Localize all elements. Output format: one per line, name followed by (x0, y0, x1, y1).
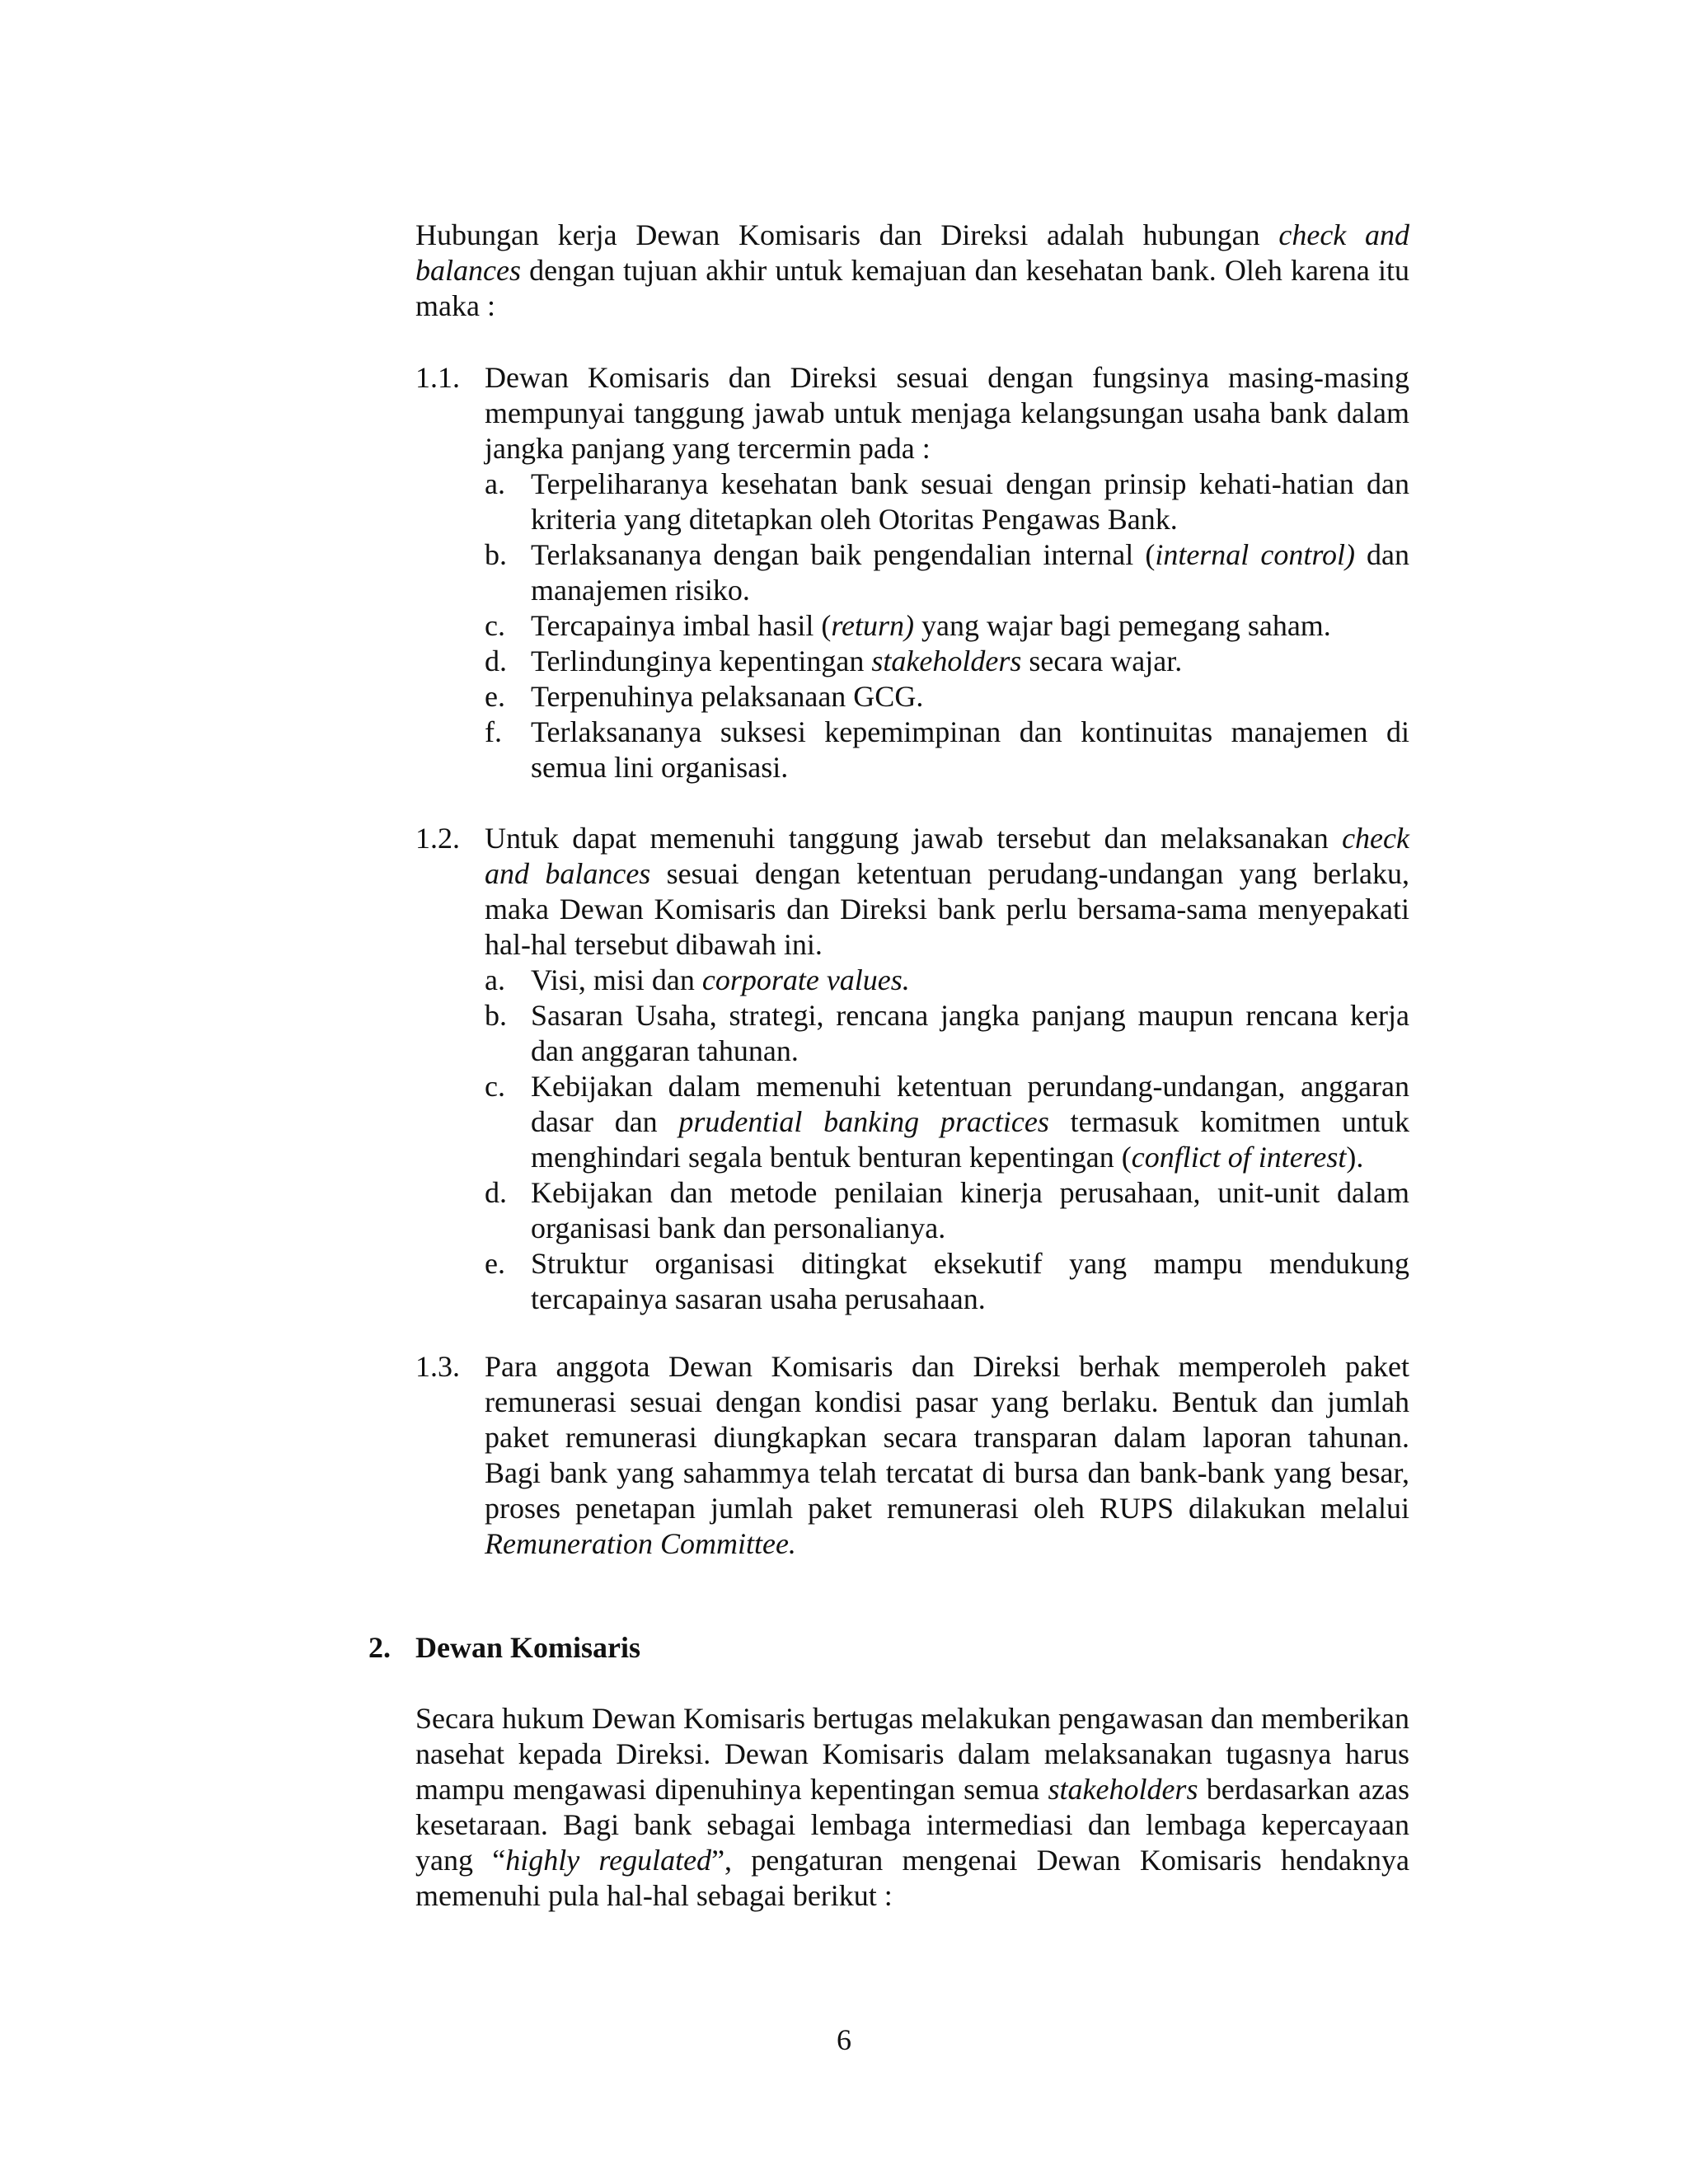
list-item: c. Kebijakan dalam memenuhi ketentuan perundang-undangan, anggaran dasar dan prudential banking practices termasuk komitmen untuk menghindari segala bentuk benturan kepentingan (conflict of interest). (485, 1070, 1410, 1174)
list-item: f. Terlaksananya suksesi kepemimpinan dan kontinuitas manajemen di semua lini organisasi. (485, 715, 1409, 784)
list-item: e. Struktur organisasi ditingkat eksekutif yang mampu mendukung tercapainya sasaran usaha perusahaan. (485, 1247, 1409, 1315)
intro-text-end: dengan tujuan akhir untuk kemajuan dan kesehatan bank. Oleh karena itu maka : (415, 254, 1409, 322)
section-number: 2. (368, 1631, 391, 1664)
section-1-2: 1.2. Untuk dapat memenuhi tanggung jawab tersebut dan melaksanakan check and balances sesuai dengan ketentuan perudang-undangan yang berlaku, maka Dewan Komisaris dan Direksi bank perlu bersama-sama menyepakati hal-hal tersebut dibawah ini. a. Visi, misi dan corporate values. b. Sasaran Usaha, strategi, rencana jangka panjang maupun rencana kerja dan anggaran tahunan. c. Kebijakan dalam memenuhi ketentuan perundang-undangan, anggaran dasar dan prudential banking practices termasuk komitmen untuk menghindari segala bentuk benturan kepentingan (conflict of interest). d. Kebijakan dan metode penilaian kinerja perusahaan, unit-unit dalam organisasi bank dan personalianya. e. Struktur organisasi ditingkat eksekutif yang mampu mendukung tercapainya sasaran usaha perusahaan. (415, 822, 1410, 1315)
page-number: 6 (837, 2023, 851, 2056)
list-item: b. Sasaran Usaha, strategi, rencana jangka panjang maupun rencana kerja dan anggaran tahunan. (485, 999, 1409, 1067)
section-title: Dewan Komisaris (415, 1631, 640, 1664)
intro-paragraph (415, 218, 1409, 324)
list-item: e. Terpenuhinya pelaksanaan GCG. (485, 680, 924, 713)
intro-text: Hubungan kerja Dewan Komisaris dan Direksi adalah hubungan (415, 218, 1279, 251)
section-number: 1.2. (415, 822, 460, 855)
list (485, 466, 1409, 785)
intro-italic: check and balances (415, 218, 1409, 287)
section-1-3: 1.3. Para anggota Dewan Komisaris dan Direksi berhak memperoleh paket remunerasi sesuai dengan kondisi pasar yang berlaku. Bentuk dan jumlah paket remunerasi diungkapkan secara transparan dalam laporan tahunan. Bagi bank yang sahammya telah tercatat di bursa dan bank-bank yang besar, proses penetapan jumlah paket remunerasi oleh RUPS dilakukan melalui Remuneration Committee. (415, 1350, 1409, 1560)
section-2-paragraph: Secara hukum Dewan Komisaris bertugas melakukan pengawasan dan memberikan nasehat kepada Direksi. Dewan Komisaris dalam melaksanakan tugasnya harus mampu mengawasi dipenuhinya kepentingan semua stakeholders berdasarkan azas kesetaraan. Bagi bank sebagai lembaga intermediasi dan lembaga kepercayaan yang “highly regulated”, pengaturan mengenai Dewan Komisaris hendaknya memenuhi pula hal-hal sebagai berikut : (415, 1702, 1409, 1912)
list (485, 963, 1409, 1317)
section-2-heading (368, 1630, 640, 1666)
list-item: a. Visi, misi dan corporate values. (485, 963, 910, 996)
list-item: d. Terlindunginya kepentingan stakeholders secara wajar. (485, 644, 1183, 677)
list-item: a. Terpeliharanya kesehatan bank sesuai dengan prinsip kehati-hatian dan kriteria yang ditetapkan oleh Otoritas Pengawas Bank. (485, 467, 1409, 536)
section-number: 1.1. (415, 361, 460, 394)
section-1-1 (415, 360, 1409, 785)
section-number: 1.3. (415, 1350, 460, 1383)
list-item: d. Kebijakan dan metode penilaian kinerja perusahaan, unit-unit dalam organisasi bank dan personalianya. (485, 1176, 1409, 1244)
section-text: Dewan Komisaris dan Direksi sesuai dengan fungsinya masing-masing mempunyai tanggung jawab untuk menjaga kelangsungan usaha bank dalam jangka panjang yang tercermin pada : (485, 361, 1409, 465)
list-item: b. Terlaksananya dengan baik pengendalian internal (internal control) dan manajemen risiko. (485, 538, 1409, 607)
list-item: c. Tercapainya imbal hasil (return) yang wajar bagi pemegang saham. (485, 609, 1331, 642)
